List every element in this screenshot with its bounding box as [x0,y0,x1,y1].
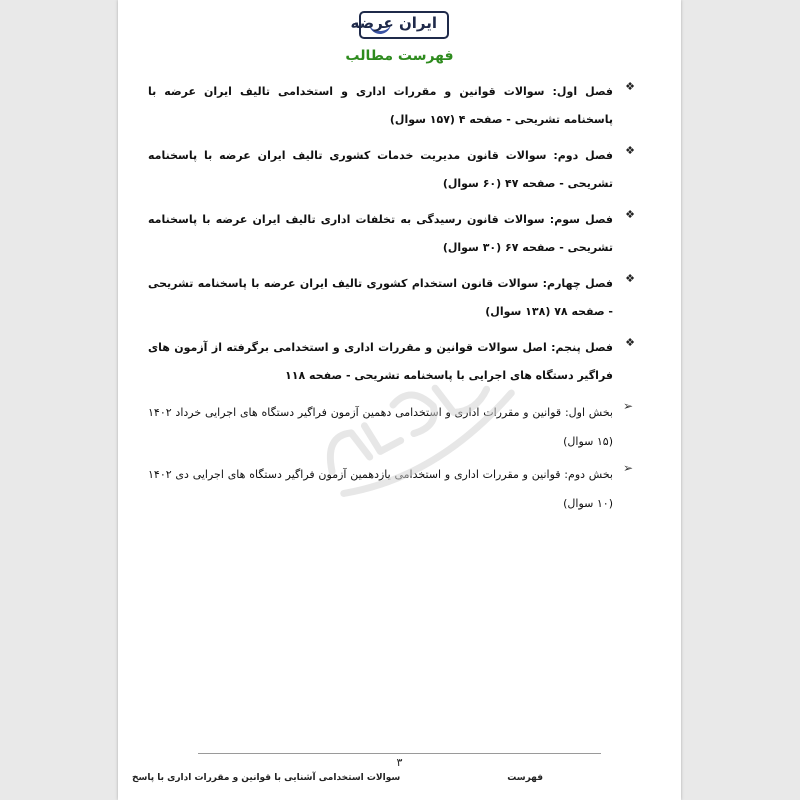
toc-entry-text: فصل سوم: سوالات قانون رسیدگی به تخلفات اداری تالیف ایران عرضه با پاسخنامه تشریحی - صفحه ۶۷ (۳۰ سوال) [148,213,613,254]
diamond-bullet-icon: ❖ [625,272,635,285]
toc-entry-chapter-4 [148,270,635,326]
diamond-bullet-icon: ❖ [625,336,635,349]
diamond-bullet-icon: ❖ [625,208,635,221]
toc-entry-chapter-3 [148,206,635,262]
toc-entry-text: فصل پنجم: اصل سوالات قوانین و مقررات اداری و استخدامی برگرفته از آزمون های فراگیر دستگاه های اجرایی با پاسخنامه تشریحی - صفحه ۱۱۸ [148,341,613,382]
diamond-bullet-icon: ❖ [625,80,635,93]
toc-entry-text: فصل چهارم: سوالات قانون استخدام کشوری تالیف ایران عرضه با پاسخنامه تشریحی - صفحه ۷۸ (۱۳۸ سوال) [148,277,613,318]
toc-subentry-text: بخش دوم: قوانین و مقررات اداری و استخدامی یازدهمین آزمون فراگیر دستگاه های اجرایی دی ۱۴۰۲ (۱۰ سوال) [148,468,613,510]
iran-arze-logo [350,11,449,39]
footer-section-label: فهرست [507,773,543,783]
document-page [118,0,681,800]
toc-entry-text: فصل اول: سوالات قوانین و مقررات اداری و استخدامی تالیف ایران عرضه با پاسخنامه تشریحی - صفحه ۴ (۱۵۷ سوال) [148,85,613,126]
toc-subentry-section-2 [148,460,635,518]
arrow-bullet-icon: ➢ [622,399,633,413]
page-number: ۳ [396,756,403,769]
arrow-bullet-icon: ➢ [622,461,633,475]
footer-book-title: سوالات استخدامی آشنایی با قوانین و مقررات اداری با پاسخ [132,773,401,783]
footer-divider [198,753,601,754]
page-title: فهرست مطالب [345,48,454,64]
toc-entry-chapter-2 [148,142,635,198]
toc-entry-chapter-1 [148,78,635,134]
table-of-contents [148,78,635,522]
toc-subentry-text: بخش اول: قوانین و مقررات اداری و استخدامی دهمین آزمون فراگیر دستگاه های اجرایی خرداد ۱۴۰۲ (۱۵ سوال) [148,406,613,448]
toc-subentry-section-1 [148,398,635,456]
toc-entry-chapter-5 [148,334,635,390]
diamond-bullet-icon: ❖ [625,144,635,157]
logo-text: ایران عرضه [350,14,437,32]
toc-entry-text: فصل دوم: سوالات قانون مدیریت خدمات کشوری تالیف ایران عرضه با پاسخنامه تشریحی - صفحه ۴۷ (۶۰ سوال) [148,149,613,190]
